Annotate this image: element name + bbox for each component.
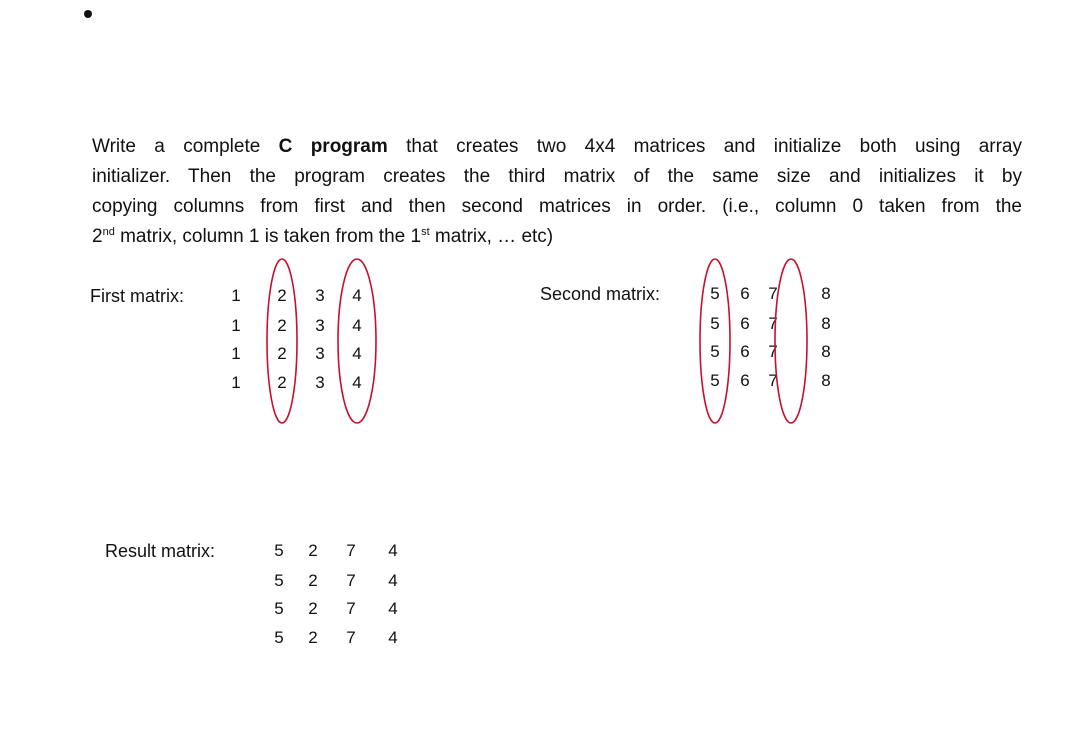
result-matrix-cell-r0-c3: 4 xyxy=(388,541,398,560)
c-program-emphasis: C program xyxy=(278,136,388,157)
second-matrix-cell-r1-c2: 7 xyxy=(768,314,778,333)
result-matrix-cell-r3-c0: 5 xyxy=(274,628,284,647)
problem-line-1 xyxy=(92,132,1022,162)
first-matrix-cell-r2-c0: 1 xyxy=(231,344,241,363)
second-matrix-cell-r2-c0: 5 xyxy=(710,342,720,361)
first-matrix-column-3-oval xyxy=(338,259,376,423)
second-matrix-cell-r2-c2: 7 xyxy=(768,342,778,361)
first-matrix-cell-r1-c1: 2 xyxy=(277,316,287,335)
result-matrix-cell-r1-c3: 4 xyxy=(388,571,398,590)
problem-line-3: copying columns from first and then second matrices in order. (i.e., column 0 taken from the xyxy=(92,196,1022,217)
second-matrix-cell-r3-c1: 6 xyxy=(740,371,750,390)
second-matrix-cell-r3-c2: 7 xyxy=(768,371,778,390)
first-matrix-cell-r3-c3: 4 xyxy=(352,373,362,392)
first-matrix-cell-r0-c1: 2 xyxy=(277,286,287,305)
ordinal-1-suffix: st xyxy=(421,226,430,238)
first-matrix-cell-r2-c1: 2 xyxy=(277,344,287,363)
first-matrix-cell-r3-c1: 2 xyxy=(277,373,287,392)
second-matrix-cell-r0-c0: 5 xyxy=(710,284,720,303)
result-matrix-cell-r3-c3: 4 xyxy=(388,628,398,647)
second-matrix-cell-r3-c3: 8 xyxy=(821,371,831,390)
result-matrix-cell-r1-c1: 2 xyxy=(308,571,318,590)
first-matrix-cell-r2-c3: 4 xyxy=(352,344,362,363)
second-matrix-cell-r1-c1: 6 xyxy=(740,314,750,333)
result-matrix-cell-r2-c0: 5 xyxy=(274,599,284,618)
result-matrix-cell-r3-c1: 2 xyxy=(308,628,318,647)
second-matrix-cell-r3-c0: 5 xyxy=(710,371,720,390)
second-matrix-label: Second matrix: xyxy=(540,284,661,304)
second-matrix-cell-r2-c1: 6 xyxy=(740,342,750,361)
first-matrix-cell-r3-c0: 1 xyxy=(231,373,241,392)
first-matrix-cell-r3-c2: 3 xyxy=(315,373,325,392)
problem-line-1-end: that creates two 4x4 matrices and initialize both using array xyxy=(387,136,1022,157)
result-matrix-cell-r2-c3: 4 xyxy=(388,599,398,618)
second-matrix-cell-r0-c2: 7 xyxy=(768,284,778,303)
result-matrix-cell-r0-c0: 5 xyxy=(274,541,284,560)
problem-line-4-middle: matrix, column 1 is taken from the 1 xyxy=(114,226,422,247)
result-matrix-cell-r1-c2: 7 xyxy=(346,571,356,590)
ordinal-2-suffix: nd xyxy=(102,226,115,238)
bullet-point xyxy=(84,10,92,18)
problem-line-4 xyxy=(92,222,1022,252)
problem-statement xyxy=(92,132,1022,252)
second-matrix-cell-r1-c0: 5 xyxy=(710,314,720,333)
first-matrix-cell-r0-c2: 3 xyxy=(315,286,325,305)
first-matrix-cell-r0-c0: 1 xyxy=(231,286,241,305)
ordinal-2: 2 xyxy=(92,226,103,247)
result-matrix-cell-r2-c1: 2 xyxy=(308,599,318,618)
first-matrix-cell-r1-c3: 4 xyxy=(352,316,362,335)
result-matrix-cell-r2-c2: 7 xyxy=(346,599,356,618)
first-matrix-cell-r2-c2: 3 xyxy=(315,344,325,363)
first-matrix-label: First matrix: xyxy=(90,286,184,306)
second-matrix-cell-r2-c3: 8 xyxy=(821,342,831,361)
second-matrix-cell-r1-c3: 8 xyxy=(821,314,831,333)
result-matrix-cell-r0-c2: 7 xyxy=(346,541,356,560)
first-matrix-cell-r1-c0: 1 xyxy=(231,316,241,335)
result-matrix-cell-r1-c0: 5 xyxy=(274,571,284,590)
result-matrix-cell-r3-c2: 7 xyxy=(346,628,356,647)
first-matrix-cell-r1-c2: 3 xyxy=(315,316,325,335)
result-matrix-cell-r0-c1: 2 xyxy=(308,541,318,560)
second-matrix-cell-r0-c1: 6 xyxy=(740,284,750,303)
problem-line-4-end: matrix, … etc) xyxy=(429,226,554,247)
first-matrix-cell-r0-c3: 4 xyxy=(352,286,362,305)
result-matrix-label: Result matrix: xyxy=(105,541,216,561)
problem-line-1-start: Write a complete xyxy=(92,136,279,157)
second-matrix-cell-r0-c3: 8 xyxy=(821,284,831,303)
problem-line-2: initializer. Then the program creates the third matrix of the same size and initializes it by xyxy=(92,166,1022,187)
first-matrix-column-1-oval xyxy=(267,259,297,423)
